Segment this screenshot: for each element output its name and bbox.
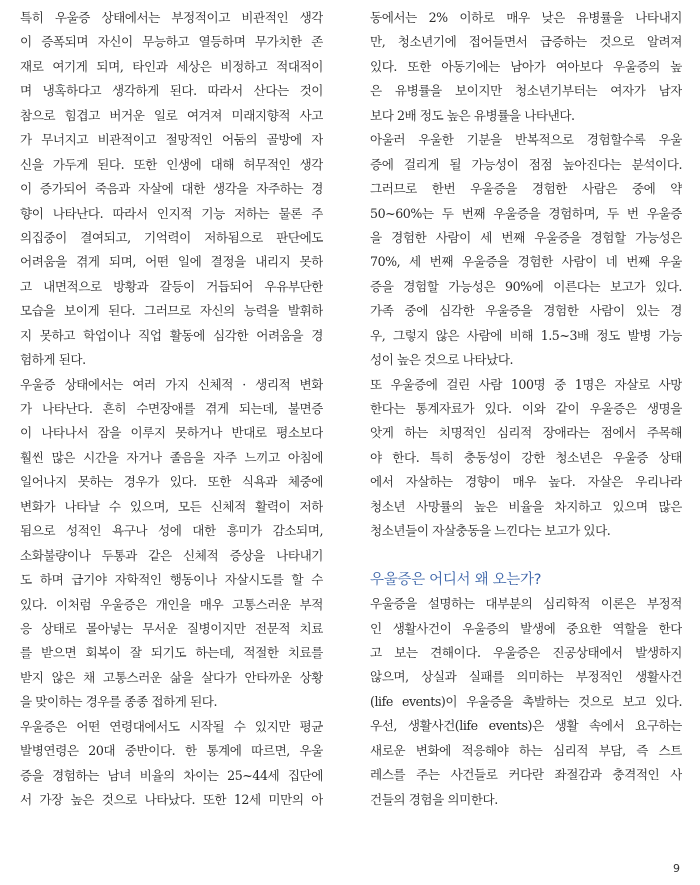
text-line: 고 보는 견해이다. 우울증은 진공상태에서 발생하지 xyxy=(370,644,682,660)
text-line: 신을 가두게 된다. 또한 인생에 대해 허무적인 생각 xyxy=(20,156,323,172)
text-line: 70%, 세 번째 우울증을 경험한 사람이 네 번째 우울 xyxy=(370,254,682,270)
text-line: 우, 그렇지 않은 사람에 비해 1.5~3배 정도 발병 가능 xyxy=(370,327,682,343)
text-line: 을 맞이하는 경우를 종종 접하게 된다. xyxy=(20,694,218,710)
text-line: 를 받으면 회복이 잘 되기도 하는데, 적절한 치료를 xyxy=(20,645,323,661)
text-line: 증을 경험하는 남녀 비율의 차이는 25~44세 집단에 xyxy=(20,767,323,783)
text-line: 모습을 보이게 된다. 그러므로 자신의 능력을 발휘하 xyxy=(20,303,323,319)
text-line: 참으로 힘겹고 버거운 일로 여겨져 미래지향적 사고 xyxy=(20,107,323,123)
text-line: 아울러 우울한 기분을 반복적으로 경험할수록 우울 xyxy=(370,132,682,148)
text-line: 동에서는 2% 이하로 매우 낮은 유병률을 나타내지 xyxy=(370,10,682,25)
text-line: 증에 걸리게 될 가능성이 점점 높아진다는 분석이다. xyxy=(370,156,682,172)
text-line: 며 냉혹하다고 생각하게 된다. 따라서 산다는 것이 xyxy=(20,83,323,99)
text-line: 만, 청소년기에 접어들면서 급증하는 것으로 알려져 xyxy=(370,34,682,50)
text-line: 재로 여기게 되며, 타인과 세상은 비정하고 적대적이 xyxy=(20,58,323,74)
text-line: 야 한다. 특히 충동성이 강한 청소년은 우울증 상태 xyxy=(370,449,682,465)
text-line: 성이 높은 것으로 나타났다. xyxy=(370,352,514,368)
text-line: 받지 않은 채 고통스러운 삶을 살다가 안타까운 상황 xyxy=(20,669,323,685)
text-line: 증을 경험할 가능성은 90%에 이른다는 보고가 있다. xyxy=(370,278,682,294)
text-line: 우울증은 어떤 연령대에서도 시작될 수 있지만 평균 xyxy=(20,718,323,734)
text-line: 앗게 하는 치명적인 심리적 장애라는 점에서 주목해 xyxy=(370,425,682,441)
text-line: 그러므로 한번 우울증을 경험한 사람은 중에 약 xyxy=(370,181,682,197)
text-line: 이 나타나서 잠을 이루지 못하거나 반대로 평소보다 xyxy=(20,425,323,441)
text-line: 않으며, 상실과 실패를 의미하는 부정적인 생활사건 xyxy=(370,669,682,685)
text-line: 험하게 된다. xyxy=(20,352,86,368)
text-line: 변화가 나타날 수 있으며, 모든 신체적 활력이 저하 xyxy=(20,498,323,514)
text-line: 우울증 상태에서는 여러 가지 신체적 · 생리적 변화 xyxy=(20,376,323,392)
text-line: 에서 자살하는 경향이 매우 높다. 자살은 우리나라 xyxy=(370,474,682,490)
text-line: 특히 우울증 상태에서는 부정적이고 비관적인 생각 xyxy=(20,10,323,25)
text-line: 이 증가되어 죽음과 자살에 대한 생각을 자주하는 경 xyxy=(20,181,323,197)
text-line: 보다 2배 정도 높은 유병률을 나타낸다. xyxy=(370,107,575,123)
text-line: 은 유병률을 보이지만 청소년기부터는 여자가 남자 xyxy=(370,83,682,99)
text-line: 50~60%는 두 번째 우울증을 경험하며, 두 번 우울증 xyxy=(370,205,682,221)
text-line: 도 하며 급기야 자학적인 행동이나 자살시도를 할 수 xyxy=(20,572,323,588)
text-line: 소화불량이나 두통과 같은 신체적 증상을 나타내기 xyxy=(20,547,323,563)
text-line: 가 나타난다. 흔히 수면장애를 겪게 되는데, 불면증 xyxy=(20,401,323,416)
text-line: 청소년들이 자살충동을 느낀다는 보고가 있다. xyxy=(370,523,611,539)
text-line: 가족 중에 심각한 우울증을 경험한 사람이 있는 경 xyxy=(370,303,682,319)
page-number: 9 xyxy=(673,862,680,875)
text-line: 을 경험한 사람이 세 번째 우울증을 경험할 가능성은 xyxy=(370,229,682,245)
text-line: 의집중이 결여되고, 기억력이 저하됨으로 판단에도 xyxy=(20,229,323,245)
text-line: 건들의 경험을 의미한다. xyxy=(370,791,498,807)
text-line: 지 못하고 학업이나 직업 활동에 심각한 어려움을 경 xyxy=(20,327,323,343)
text-line: 가 무너지고 비관적이고 절망적인 어둠의 골방에 자 xyxy=(20,132,323,148)
text-line: (life events)이 우울증을 촉발하는 것으로 보고 있다. xyxy=(370,693,682,709)
text-line: 훨씬 많은 시간을 자거나 졸음을 자주 느끼고 아침에 xyxy=(20,449,323,465)
section-spacer xyxy=(370,544,682,568)
text-line: 있다. 이처럼 우울증은 개인을 매우 고통스러운 부적 xyxy=(20,596,323,612)
text-line: 레스를 주는 사건들로 커다란 좌절감과 충격적인 사 xyxy=(370,767,682,783)
right-text-column xyxy=(370,6,682,812)
text-line: 고 내면적으로 방황과 갈등이 거듭되어 우유부단한 xyxy=(20,278,323,294)
text-line: 있다. 또한 아동기에는 남아가 여아보다 우울증의 높 xyxy=(370,58,682,74)
section-heading: 우울증은 어디서 왜 오는가? xyxy=(370,571,542,588)
text-line: 우선, 생활사건(life events)은 생활 속에서 요구하는 xyxy=(370,718,682,734)
text-line: 발병연령은 20대 중반이다. 한 통계에 따르면, 우울 xyxy=(20,743,323,759)
text-line: 일어나지 못하는 경우가 있다. 또한 식욕과 체중에 xyxy=(20,474,323,490)
text-line: 응 상태로 몰아넣는 무서운 질병이지만 전문적 치료 xyxy=(20,620,323,636)
text-line: 우울증을 설명하는 대부분의 심리학적 이론은 부정적 xyxy=(370,596,682,612)
text-line: 서 가장 높은 것으로 나타났다. 또한 12세 미만의 아 xyxy=(20,792,323,807)
text-line: 어려움을 겪게 되며, 어떤 일에 결정을 내리지 못하 xyxy=(20,254,323,270)
text-line: 새로운 변화에 적응해야 하는 심리적 부담, 즉 스트 xyxy=(370,742,682,758)
text-line: 됨으로 성적인 욕구나 성에 대한 흥미가 감소되며, xyxy=(20,523,323,539)
text-line: 한다는 통계자료가 있다. 이와 같이 우울증은 생명을 xyxy=(370,401,682,416)
text-line: 청소년 사망률의 높은 비율을 차지하고 있으며 많은 xyxy=(370,498,682,514)
text-line: 이 증폭되며 자신이 무능하고 열등하며 무가치한 존 xyxy=(20,34,323,50)
text-line: 향이 나타난다. 따라서 인지적 기능 저하는 물론 주 xyxy=(20,205,323,221)
left-text-column xyxy=(20,6,323,812)
text-line: 인 생활사건이 우울증의 발생에 중요한 역할을 한다 xyxy=(370,620,682,636)
text-line: 또 우울증에 걸린 사람 100명 중 1명은 자살로 사망 xyxy=(370,376,682,392)
